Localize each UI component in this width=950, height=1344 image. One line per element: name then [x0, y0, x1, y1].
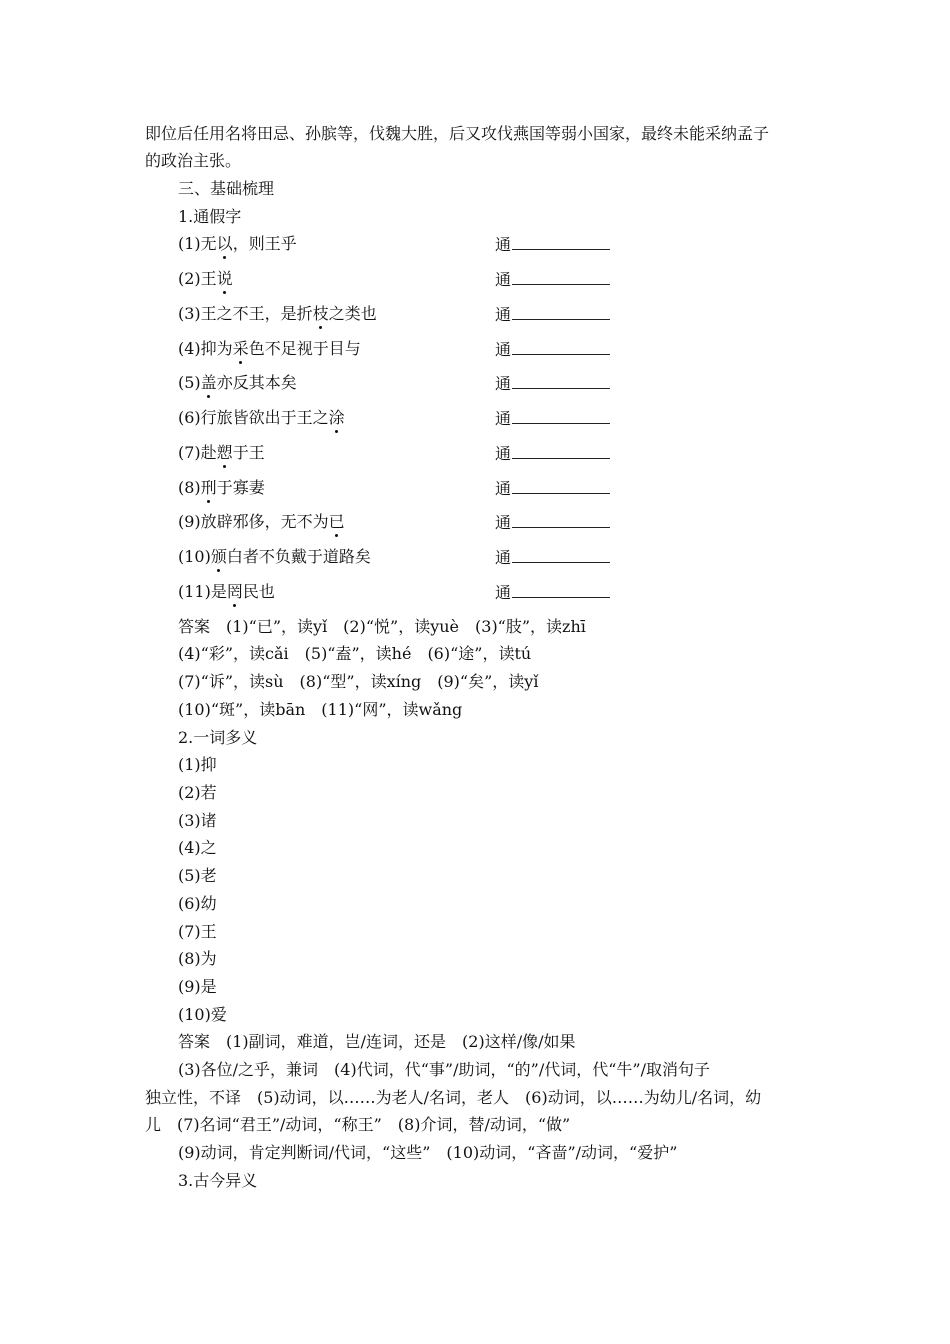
answer-blank[interactable]: 通 [495, 372, 610, 395]
emphasis-char: 罔 [226, 582, 243, 601]
tongjiazi-item: (3)王之不王，是折枝之类也 [178, 304, 377, 323]
word-item: (5)老 [178, 866, 217, 885]
subsection-title-yiciduoyi: 2.一词多义 [178, 728, 258, 747]
answer-blank[interactable]: 通 [495, 233, 610, 256]
answer-blank[interactable]: 通 [495, 511, 610, 534]
answer-blank[interactable]: 通 [495, 303, 610, 326]
answer-line: (9)动词，肯定判断词/代词，“这些” (10)动词，“吝啬”/动词，“爱护” [178, 1143, 678, 1162]
tongjiazi-item: (2)王说 [178, 269, 233, 288]
emphasis-char: 说 [216, 269, 233, 288]
answer-blank[interactable]: 通 [495, 338, 610, 361]
tongjiazi-item: (11)是罔民也 [178, 582, 275, 601]
word-item: (9)是 [178, 977, 217, 996]
tongjiazi-item: (8)刑于寡妻 [178, 478, 265, 497]
answer-blank[interactable]: 通 [495, 546, 610, 569]
word-item: (3)诸 [178, 811, 217, 830]
answer-line: (3)各位/之乎，兼词 (4)代词，代“事”/助词，“的”/代词，代“牛”/取消句子 [178, 1060, 710, 1079]
emphasis-char: 颁 [210, 547, 227, 566]
answer-blank[interactable]: 通 [495, 477, 610, 500]
tongjiazi-item: (4)抑为采色不足视于目与 [178, 339, 361, 358]
answer-line: (7)“诉”，读sù (8)“型”，读xíng (9)“矣”，读yǐ [178, 672, 539, 691]
emphasis-char: 采 [232, 339, 249, 358]
emphasis-char: 愬 [216, 443, 233, 462]
word-item: (8)为 [178, 949, 217, 968]
section-heading: 三、基础梳理 [178, 179, 275, 198]
word-item: (7)王 [178, 922, 217, 941]
tongjiazi-item: (7)赴愬于王 [178, 443, 265, 462]
answer-blank[interactable]: 通 [495, 442, 610, 465]
answer-line: 儿 (7)名词“君王”/动词，“称王” (8)介词，替/动词，“做” [145, 1115, 571, 1134]
tongjiazi-item: (10)颁白者不负戴于道路矣 [178, 547, 371, 566]
answer-line: (10)“斑”，读bān (11)“网”，读wǎng [178, 700, 463, 719]
answer-blank[interactable]: 通 [495, 581, 610, 604]
tongjiazi-item: (6)行旅皆欲出于王之涂 [178, 408, 345, 427]
word-item: (1)抑 [178, 755, 217, 774]
word-item: (2)若 [178, 783, 217, 802]
tongjiazi-item: (1)无以，则王乎 [178, 234, 297, 253]
emphasis-char: 刑 [200, 478, 217, 497]
intro-line-2: 的政治主张。 [145, 151, 242, 170]
emphasis-char: 枝 [312, 304, 329, 323]
intro-line-1: 即位后任用名将田忌、孙膑等，伐魏大胜，后又攻伐燕国等弱小国家，最终未能采纳孟子 [145, 124, 770, 143]
tongjiazi-item: (5)盖亦反其本矣 [178, 373, 297, 392]
emphasis-char: 涂 [328, 408, 345, 427]
word-item: (6)幼 [178, 894, 217, 913]
word-item: (4)之 [178, 838, 217, 857]
emphasis-char: 已 [328, 512, 345, 531]
answer-blank[interactable]: 通 [495, 407, 610, 430]
subsection-title-tongjiazi: 1.通假字 [178, 207, 242, 226]
emphasis-char: 盖 [200, 373, 217, 392]
answer-line: 独立性，不译 (5)动词，以……为老人/名词，老人 (6)动词，以……为幼儿/名词，幼 [145, 1088, 762, 1107]
subsection-title-gujinyiyi: 3.古今异义 [178, 1171, 258, 1190]
word-item: (10)爱 [178, 1005, 227, 1024]
answer-line: 答案 (1)副词，难道，岂/连词，还是 (2)这样/像/如果 [178, 1032, 576, 1051]
answer-blank[interactable]: 通 [495, 268, 610, 291]
answer-line: (4)“彩”，读cǎi (5)“盍”，读hé (6)“途”，读tú [178, 644, 532, 663]
answer-line: 答案 (1)“已”，读yǐ (2)“悦”，读yuè (3)“肢”，读zhī [178, 617, 586, 636]
tongjiazi-item: (9)放辟邪侈，无不为已 [178, 512, 345, 531]
emphasis-char: 以 [216, 234, 233, 253]
